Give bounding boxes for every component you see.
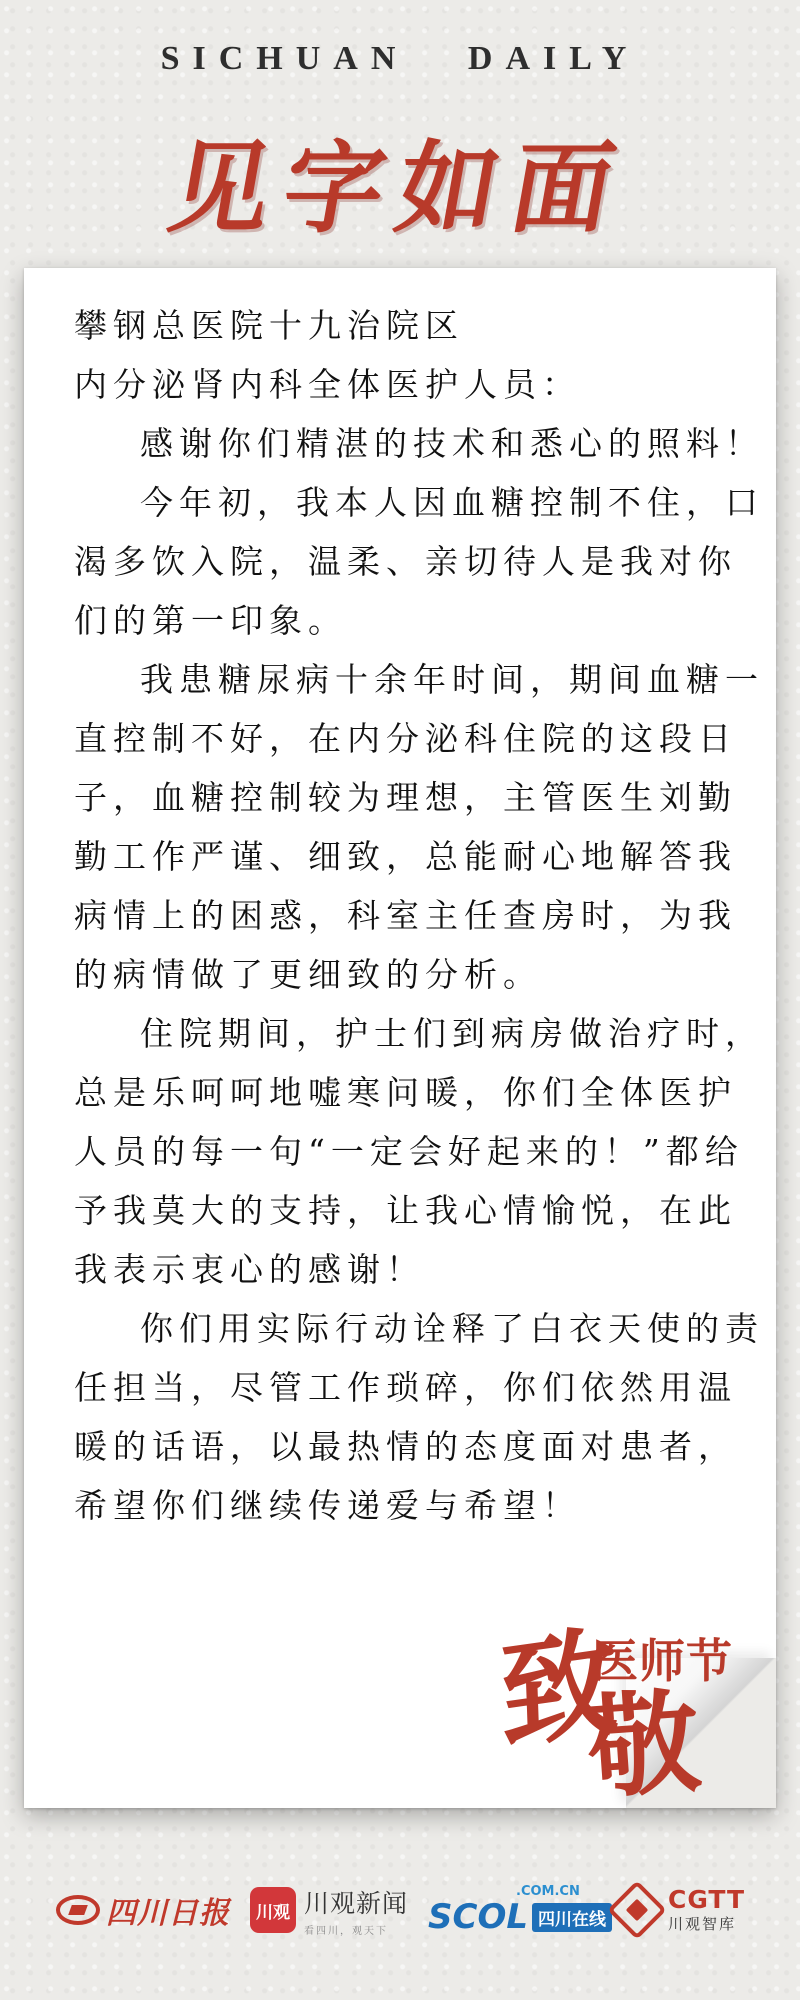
- sichuan-daily-name: 四川日报: [106, 1896, 230, 1931]
- doctors-day-stamp: [498, 1610, 780, 1815]
- headline: 见字如面: [160, 129, 637, 247]
- chuanguan-logo: [250, 1880, 408, 1940]
- paragraph-thanks: 感谢你们精湛的技术和悉心的照料！: [140, 424, 764, 463]
- footer-logos: [0, 1880, 800, 1950]
- cgtt-sub: 川观智库: [668, 1914, 737, 1933]
- scol-logo: [428, 1880, 612, 1940]
- paragraph-admission: 今年初，我本人因血糖控制不住，口渴多饮入院，温柔、亲切待人是我对你们的第一印象。: [74, 483, 764, 640]
- scol-domain: .COM.CN: [516, 1884, 580, 1899]
- paragraph-treatment: 我患糖尿病十余年时间，期间血糖一直控制不好，在内分泌科住院的这段日子，血糖控制较为理想，主管医生刘勤勤工作严谨、细致，总能耐心地解答我病情上的困惑，科室主任查房时，为我的病情做了更细致的分析。: [74, 660, 764, 994]
- stamp-char-jing: 敬: [583, 1676, 705, 1815]
- stamp-label: 医师节: [592, 1634, 733, 1688]
- cgtt-logo: [616, 1880, 745, 1940]
- stamp-char-zhi: 致: [498, 1610, 620, 1767]
- letter-body: [74, 296, 764, 1535]
- recipient-line-2: 内分泌肾内科全体医护人员：: [74, 365, 581, 404]
- chuanguan-badge: 川观: [250, 1887, 296, 1933]
- paragraph-closing: 你们用实际行动诠释了白衣天使的责任担当，尽管工作琐碎，你们依然用温暖的话语，以最热情的态度面对患者，希望你们继续传递爱与希望！: [74, 1309, 764, 1525]
- recipient-line-1: 攀钢总医院十九治院区: [74, 306, 464, 345]
- masthead: SICHUAN DAILY: [160, 40, 640, 77]
- letter-paper: [24, 268, 776, 1815]
- chuanguan-name: 川观新闻: [304, 1888, 409, 1918]
- sichuan-daily-emblem-icon: [56, 1895, 100, 1925]
- cgtt-hex-icon: [607, 1880, 666, 1939]
- cgtt-main: CGTT: [668, 1884, 746, 1914]
- chuanguan-slogan: 看四川，观天下: [304, 1925, 388, 1937]
- sichuan-daily-logo: [56, 1880, 230, 1940]
- scol-main: SCOL: [428, 1897, 529, 1937]
- scol-cn: 四川在线: [532, 1903, 612, 1932]
- paragraph-nurses: 住院期间，护士们到病房做治疗时，总是乐呵呵地嘘寒问暖，你们全体医护人员的每一句“一定会好起来的！”都给予我莫大的支持，让我心情愉悦，在此我表示衷心的感谢！: [74, 1014, 764, 1289]
